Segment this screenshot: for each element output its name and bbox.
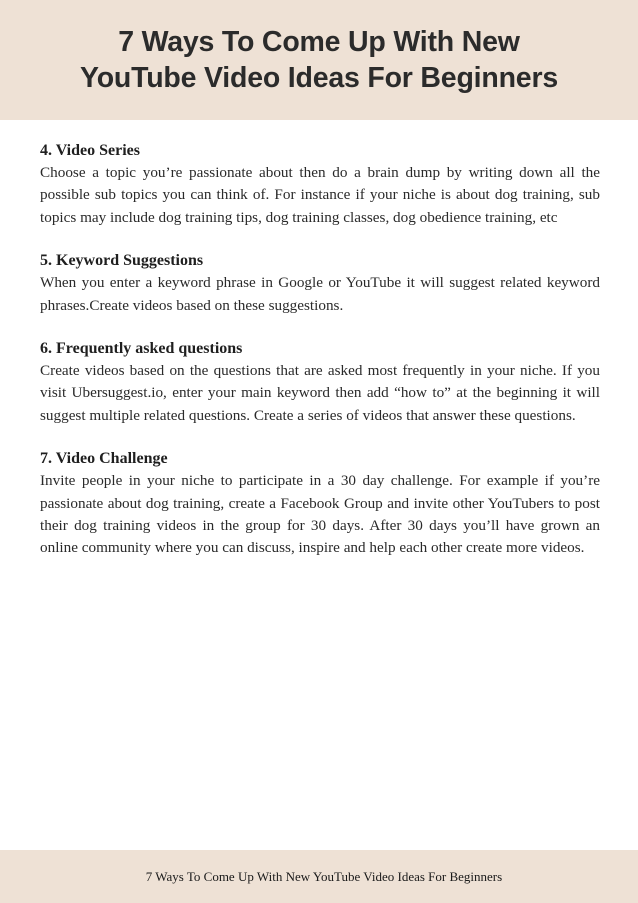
section-heading: 4. Video Series	[40, 142, 140, 159]
page-title-line-1: 7 Ways To Come Up With New	[118, 26, 520, 58]
section-heading: 6. Frequently asked questions	[40, 340, 243, 358]
section-body: Invite people in your niche to participate in a 30 day challenge. For example if you’re passionate about dog training, create a Facebook Group and invite other YouTubers to post their dog training videos in the group for 30 days. After 30 days you’ll have grown an online community where you can discuss, inspire and help each other create more videos.	[40, 472, 600, 557]
section-body: Create videos based on the questions that are asked most frequently in your niche. If you visit Ubersuggest.io, enter your main keyword then add “how to” at the beginning it will suggest multiple related questions. Create a series of videos that answer these questions.	[40, 362, 600, 424]
page-content	[40, 139, 600, 580]
page-footer	[0, 850, 638, 903]
section-heading: 7. Video Challenge	[40, 450, 168, 468]
page-title	[80, 24, 558, 96]
page-title-line-2: YouTube Video Ideas For Beginners	[80, 62, 558, 94]
footer-text: 7 Ways To Come Up With New YouTube Video Ideas For Beginners	[145, 868, 503, 884]
section-body: When you enter a keyword phrase in Google or YouTube it will suggest related keyword phrases.Create videos based on these suggestions.	[40, 274, 600, 314]
section-frequently-asked-questions	[40, 337, 600, 427]
section-video-challenge	[40, 447, 600, 560]
section-keyword-suggestions	[40, 249, 600, 317]
page-header	[0, 0, 638, 120]
section-heading: 5. Keyword Suggestions	[40, 252, 204, 270]
section-video-series	[40, 139, 600, 229]
section-body: Choose a topic you’re passionate about then do a brain dump by writing down all the possible sub topics you can think of. For instance if your niche is about dog training, sub topics may include dog training tips, dog training classes, dog obedience training, etc	[40, 164, 600, 226]
